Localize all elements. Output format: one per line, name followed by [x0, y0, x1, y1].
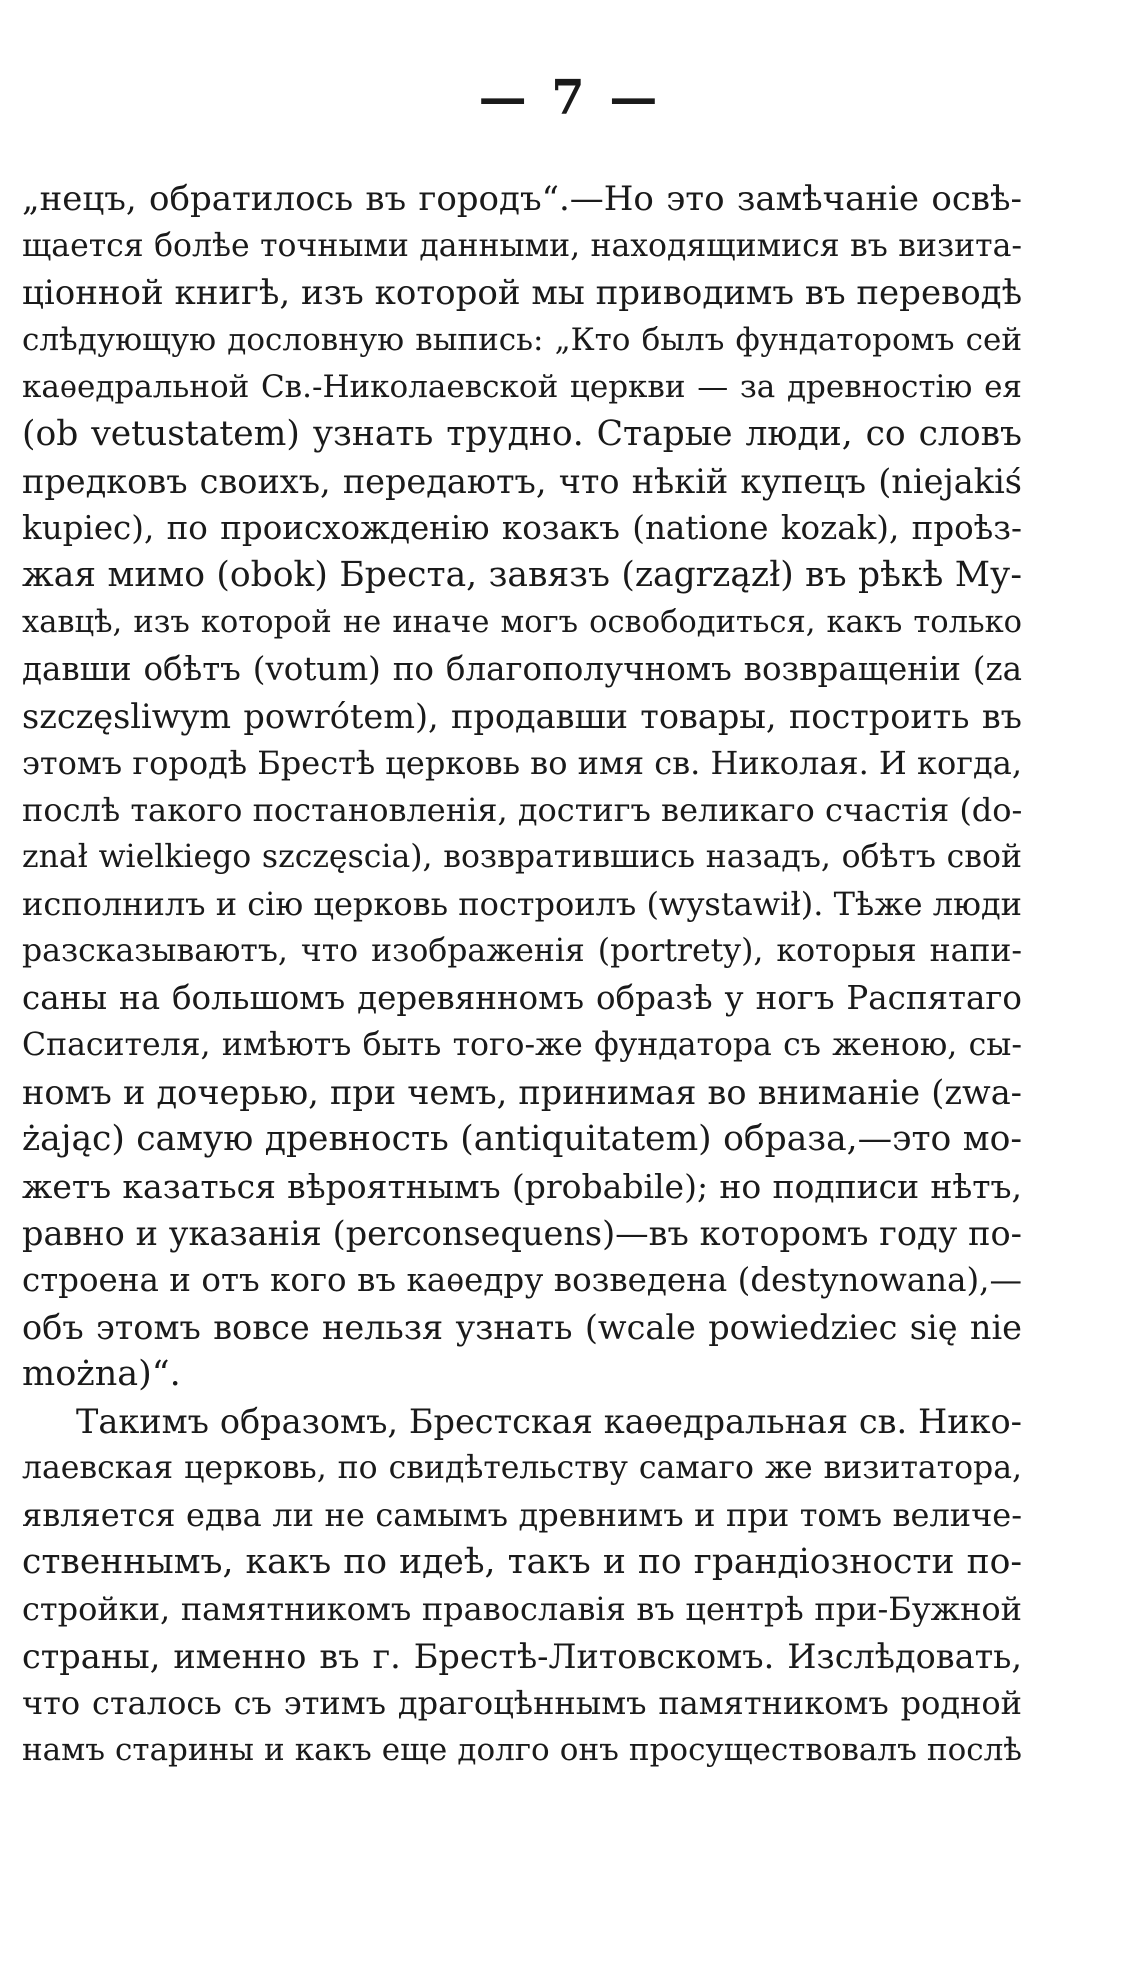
text-line: znał wielkiego szczęscia), возвратившись назадъ, обѣтъ свой — [22, 839, 1022, 875]
page-number: — 7 — — [478, 70, 662, 126]
text-line: исполнилъ и сію церковь построилъ (wystawił). Тѣже люди — [22, 885, 1022, 923]
text-line: жая мимо (obok) Бреста, завязъ (zagrzązł) въ рѣкѣ Му- — [22, 555, 1022, 595]
text-line: предковъ своихъ, передаютъ, что нѣкій купецъ (niejakiś — [22, 462, 1022, 501]
text-line: szczęsliwym powrótem), продавши товары, построить въ — [22, 697, 1022, 736]
text-line: „нецъ, обратилось въ городъ“.—Но это замѣчаніе освѣ- — [22, 179, 1022, 219]
text-line: ціонной книгѣ, изъ которой мы приводимъ въ переводѣ — [22, 273, 1023, 313]
text-line: жетъ казаться вѣроятнымъ (probabile); но подписи нѣтъ, — [22, 1167, 1022, 1206]
text-line: является едва ли не самымъ древнимъ и при томъ величе- — [22, 1496, 1022, 1534]
text-line: щается болѣе точными данными, находящимися въ визита- — [22, 228, 1022, 264]
text-line: что сталось съ этимъ драгоцѣннымъ памятникомъ родной — [22, 1684, 1022, 1722]
text-line: саны на большомъ деревянномъ образѣ у ногъ Распятаго — [22, 979, 1022, 1017]
text-line: Такимъ образомъ, Брестская каѳедральная св. Нико- — [76, 1402, 1022, 1441]
text-line: kupiec), по происхожденію козакъ (natione kozak), проѣз- — [22, 509, 1022, 547]
text-line: ственнымъ, какъ по идеѣ, такъ и по грандіозности по- — [22, 1542, 1022, 1582]
text-line: страны, именно въ г. Брестѣ-Литовскомъ. Изслѣдовать, — [22, 1637, 1022, 1676]
text-line: стройки, памятникомъ православія въ центрѣ при-Бужной — [22, 1590, 1022, 1628]
text-line: (ob vetustatem) узнать трудно. Старые люди, со словъ — [22, 414, 1022, 454]
text-line: строена и отъ кого въ каѳедру возведена (destynowana),— — [22, 1261, 1022, 1299]
text-line: этомъ городѣ Брестѣ церковь во имя св. Николая. И когда, — [22, 744, 1022, 782]
text-line: można)“. — [22, 1354, 181, 1394]
text-line: объ этомъ вовсе нельзя узнать (wcale powiedziec się nie — [22, 1308, 1022, 1347]
text-line: Спасителя, имѣютъ быть того-же фундатора съ женою, сы- — [22, 1027, 1022, 1063]
text-line: żając) самую древность (antiquitatem) образа,—это мо- — [22, 1119, 1022, 1159]
text-line: хавцѣ, изъ которой не иначе могъ освободиться, какъ только — [22, 605, 1022, 640]
paragraph-2 — [22, 1398, 1022, 1774]
paragraph-1 — [22, 176, 1022, 1398]
text-line: давши обѣтъ (votum) по благополучномъ возвращеніи (za — [22, 650, 1022, 688]
text-line: номъ и дочерью, при чемъ, принимая во вниманіе (zwa- — [22, 1073, 1022, 1112]
text-line: каѳедральной Св.-Николаевской церкви — за древностію ея — [22, 369, 1022, 405]
text-line: слѣдующую дословную выпись: „Кто былъ фундаторомъ сей — [22, 322, 1022, 358]
text-line: послѣ такого постановленія, достигъ великаго счастія (do- — [22, 791, 1023, 829]
body-text — [22, 176, 1022, 1774]
text-line: разсказываютъ, что изображенія (portrety), которыя напи- — [22, 933, 1022, 969]
text-line: намъ старины и какъ еще долго онъ просуществовалъ послѣ — [22, 1732, 1022, 1768]
text-line: лаевская церковь, по свидѣтельству самаго же визитатора, — [22, 1450, 1022, 1486]
text-line: равно и указанія (perconsequens)—въ которомъ году по- — [22, 1214, 1022, 1253]
